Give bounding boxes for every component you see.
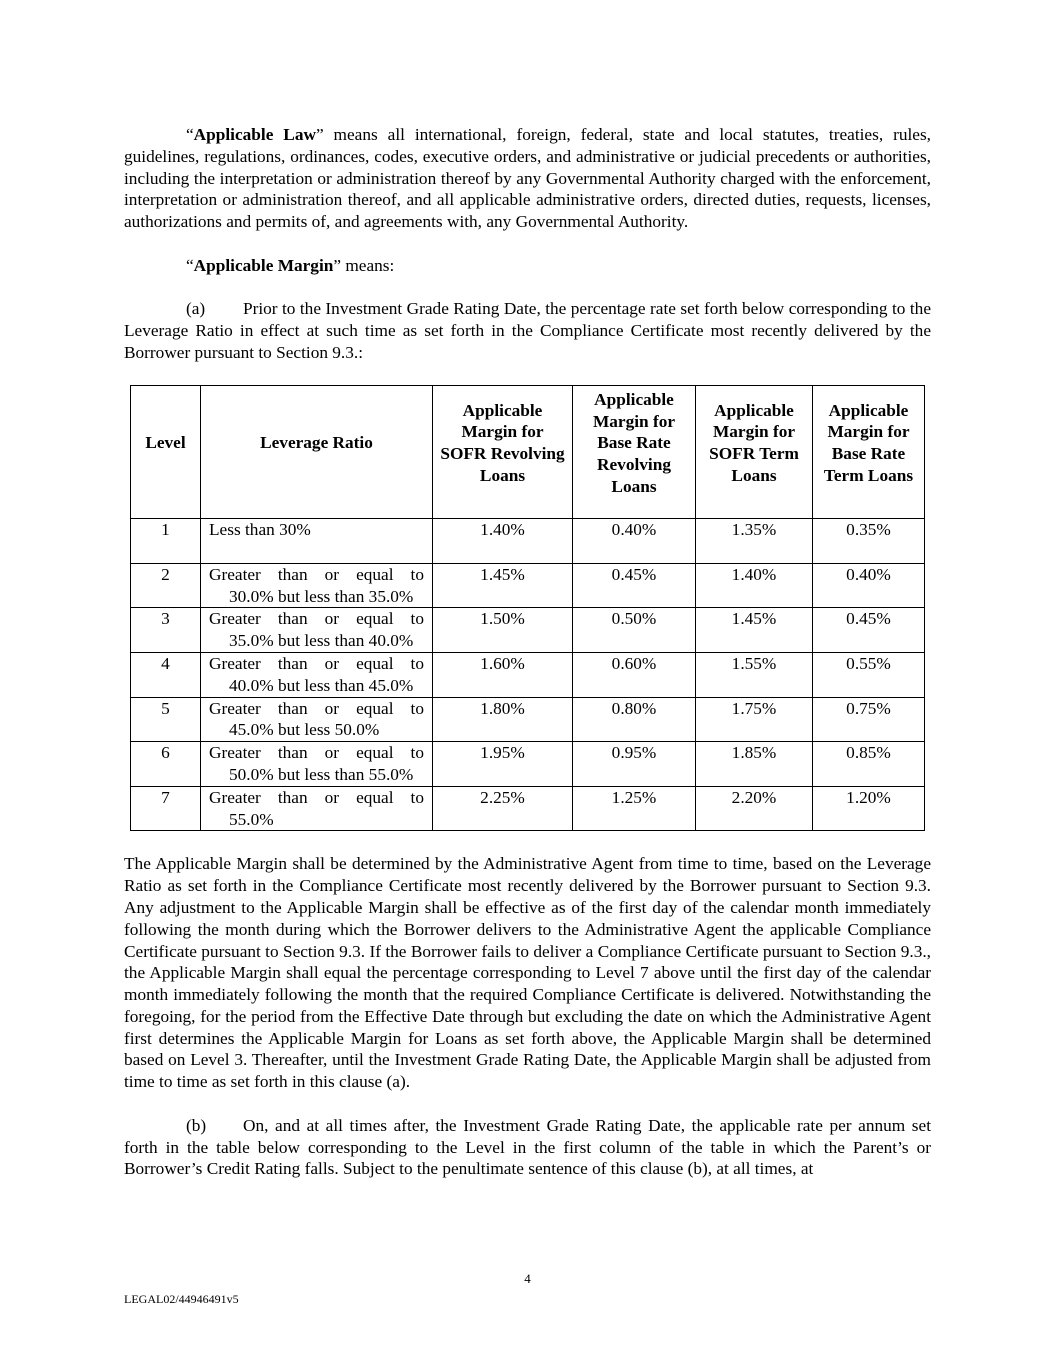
applicable-margin-table: [130, 385, 925, 832]
header-sofr-term: Applicable Margin for SOFR Term Loans: [696, 385, 813, 518]
base-rate-revolving-cell: 0.50%: [573, 608, 696, 653]
clause-label: (b): [186, 1115, 207, 1135]
table-row: [131, 697, 925, 742]
header-leverage-ratio: Leverage Ratio: [201, 385, 433, 518]
definition-applicable-margin: [124, 255, 931, 277]
table-row: [131, 518, 925, 563]
sofr-term-cell: 2.20%: [696, 786, 813, 831]
base-rate-revolving-cell: 0.80%: [573, 697, 696, 742]
sofr-revolving-cell: 1.95%: [433, 742, 573, 787]
sofr-revolving-cell: 2.25%: [433, 786, 573, 831]
table-header-row: [131, 385, 925, 518]
level-cell: 2: [131, 563, 201, 608]
sofr-revolving-cell: 1.60%: [433, 652, 573, 697]
open-quote: “: [186, 125, 194, 144]
document-id: LEGAL02/44946491v5: [124, 1292, 239, 1306]
ratio-text-line2: 30.0% but less than 35.0%: [229, 586, 414, 606]
document-page: [124, 124, 931, 1180]
definition-text: ” means:: [333, 255, 395, 275]
level-cell: 1: [131, 518, 201, 563]
sofr-term-cell: 1.55%: [696, 652, 813, 697]
leverage-ratio-cell: [201, 608, 433, 653]
clause-text: On, and at all times after, the Investment Grade Rating Date, the applicable rate per annum set forth in the table below corresponding to the Level in the first column of the table in which the Parent’s or Borrower’s Credit Rating falls. Subject to the penultimate sentence of this clause (b), at all times, at: [124, 1115, 931, 1179]
defined-term: Applicable Margin: [193, 255, 334, 275]
base-rate-revolving-cell: 1.25%: [573, 786, 696, 831]
level-cell: 4: [131, 652, 201, 697]
base-rate-term-cell: 0.85%: [813, 742, 925, 787]
open-quote: “: [186, 255, 194, 275]
sofr-term-cell: 1.35%: [696, 518, 813, 563]
ratio-text-line1: Greater than or equal to: [209, 787, 424, 807]
sofr-revolving-cell: 1.80%: [433, 697, 573, 742]
table-row: [131, 608, 925, 653]
sofr-term-cell: 1.75%: [696, 697, 813, 742]
sofr-term-cell: 1.85%: [696, 742, 813, 787]
clause-b: [124, 1115, 931, 1180]
header-level: Level: [131, 385, 201, 518]
table-row: [131, 563, 925, 608]
base-rate-revolving-cell: 0.45%: [573, 563, 696, 608]
ratio-text-line1: Greater than or equal to: [209, 698, 424, 718]
base-rate-term-cell: 0.55%: [813, 652, 925, 697]
leverage-ratio-cell: [201, 563, 433, 608]
ratio-text-line1: Greater than or equal to: [209, 653, 424, 673]
ratio-text-line2: 45.0% but less 50.0%: [229, 720, 380, 740]
sofr-term-cell: 1.45%: [696, 608, 813, 653]
leverage-ratio-cell: [201, 742, 433, 787]
ratio-text-line2: 55.0%: [229, 809, 274, 829]
level-cell: 5: [131, 697, 201, 742]
ratio-text-line2: 35.0% but less than 40.0%: [229, 631, 414, 651]
base-rate-term-cell: 0.40%: [813, 563, 925, 608]
header-base-rate-revolving: Applicable Margin for Base Rate Revolving Loans: [573, 385, 696, 518]
level-cell: 6: [131, 742, 201, 787]
table-row: [131, 742, 925, 787]
sofr-revolving-cell: 1.45%: [433, 563, 573, 608]
level-cell: 7: [131, 786, 201, 831]
ratio-text-line1: Greater than or equal to: [209, 564, 424, 584]
base-rate-term-cell: 0.75%: [813, 697, 925, 742]
leverage-ratio-cell: [201, 518, 433, 563]
ratio-text-line2: 50.0% but less than 55.0%: [229, 764, 414, 784]
leverage-ratio-cell: [201, 652, 433, 697]
ratio-text-line1: Greater than or equal to: [209, 609, 424, 629]
page-number: 4: [524, 1271, 531, 1286]
level-cell: 3: [131, 608, 201, 653]
determination-paragraph: The Applicable Margin shall be determined by the Administrative Agent from time to time, based on the Leverage Ratio as set forth in the Compliance Certificate most recently delivered by the Borrower pursuant to Section 9.3. Any adjustment to the Applicable Margin shall be effective as of the first day of the calendar month immediately following the month during which the Borrower delivers to the Administrative Agent the applicable Compliance Certificate pursuant to Section 9.3. If the Borrower fails to deliver a Compliance Certificate pursuant to Section 9.3., the Applicable Margin shall equal the percentage corresponding to Level 7 above until the first day of the calendar month immediately following the month that the required Compliance Certificate is delivered. Notwithstanding the foregoing, for the period from the Effective Date through but excluding the date on which the Administrative Agent first determines the Applicable Margin for Loans as set forth above, the Applicable Margin shall be determined based on Level 3. Thereafter, until the Investment Grade Rating Date, the Applicable Margin shall be adjusted from time to time as set forth in this clause (a).: [124, 854, 931, 1092]
sofr-revolving-cell: 1.50%: [433, 608, 573, 653]
clause-text: Prior to the Investment Grade Rating Date, the percentage rate set forth below corresponding to the Leverage Ratio in effect at such time as set forth in the Compliance Certificate most recently delivered by the Borrower pursuant to Section 9.3.:: [124, 299, 931, 362]
base-rate-term-cell: 1.20%: [813, 786, 925, 831]
ratio-text-line1: Greater than or equal to: [209, 743, 424, 763]
base-rate-term-cell: 0.45%: [813, 608, 925, 653]
defined-term: Applicable Law: [193, 125, 316, 144]
sofr-term-cell: 1.40%: [696, 563, 813, 608]
clause-a: [124, 298, 931, 363]
table-row: [131, 652, 925, 697]
base-rate-term-cell: 0.35%: [813, 518, 925, 563]
base-rate-revolving-cell: 0.40%: [573, 518, 696, 563]
definition-applicable-law: [124, 124, 931, 233]
ratio-text-line2: 40.0% but less than 45.0%: [229, 675, 414, 695]
leverage-ratio-cell: [201, 697, 433, 742]
base-rate-revolving-cell: 0.60%: [573, 652, 696, 697]
header-base-rate-term: Applicable Margin for Base Rate Term Loans: [813, 385, 925, 518]
header-sofr-revolving: Applicable Margin for SOFR Revolving Loans: [433, 385, 573, 518]
definition-text: ” means all international, foreign, federal, state and local statutes, treaties, rules, guidelines, regulations, ordinances, codes, executive orders, and administrative or judicial precedents or authorities, including the interpretation or administration thereof by any Governmental Authority charged with the enforcement, interpretation or administration thereof, and all applicable administrative orders, directed duties, requests, licenses, authorizations and permits of, and agreements with, any Governmental Authority.: [124, 125, 931, 232]
leverage-ratio-cell: [201, 786, 433, 831]
clause-label: (a): [186, 299, 206, 319]
sofr-revolving-cell: 1.40%: [433, 518, 573, 563]
table-row: [131, 786, 925, 831]
ratio-text: Less than 30%: [209, 519, 311, 539]
base-rate-revolving-cell: 0.95%: [573, 742, 696, 787]
